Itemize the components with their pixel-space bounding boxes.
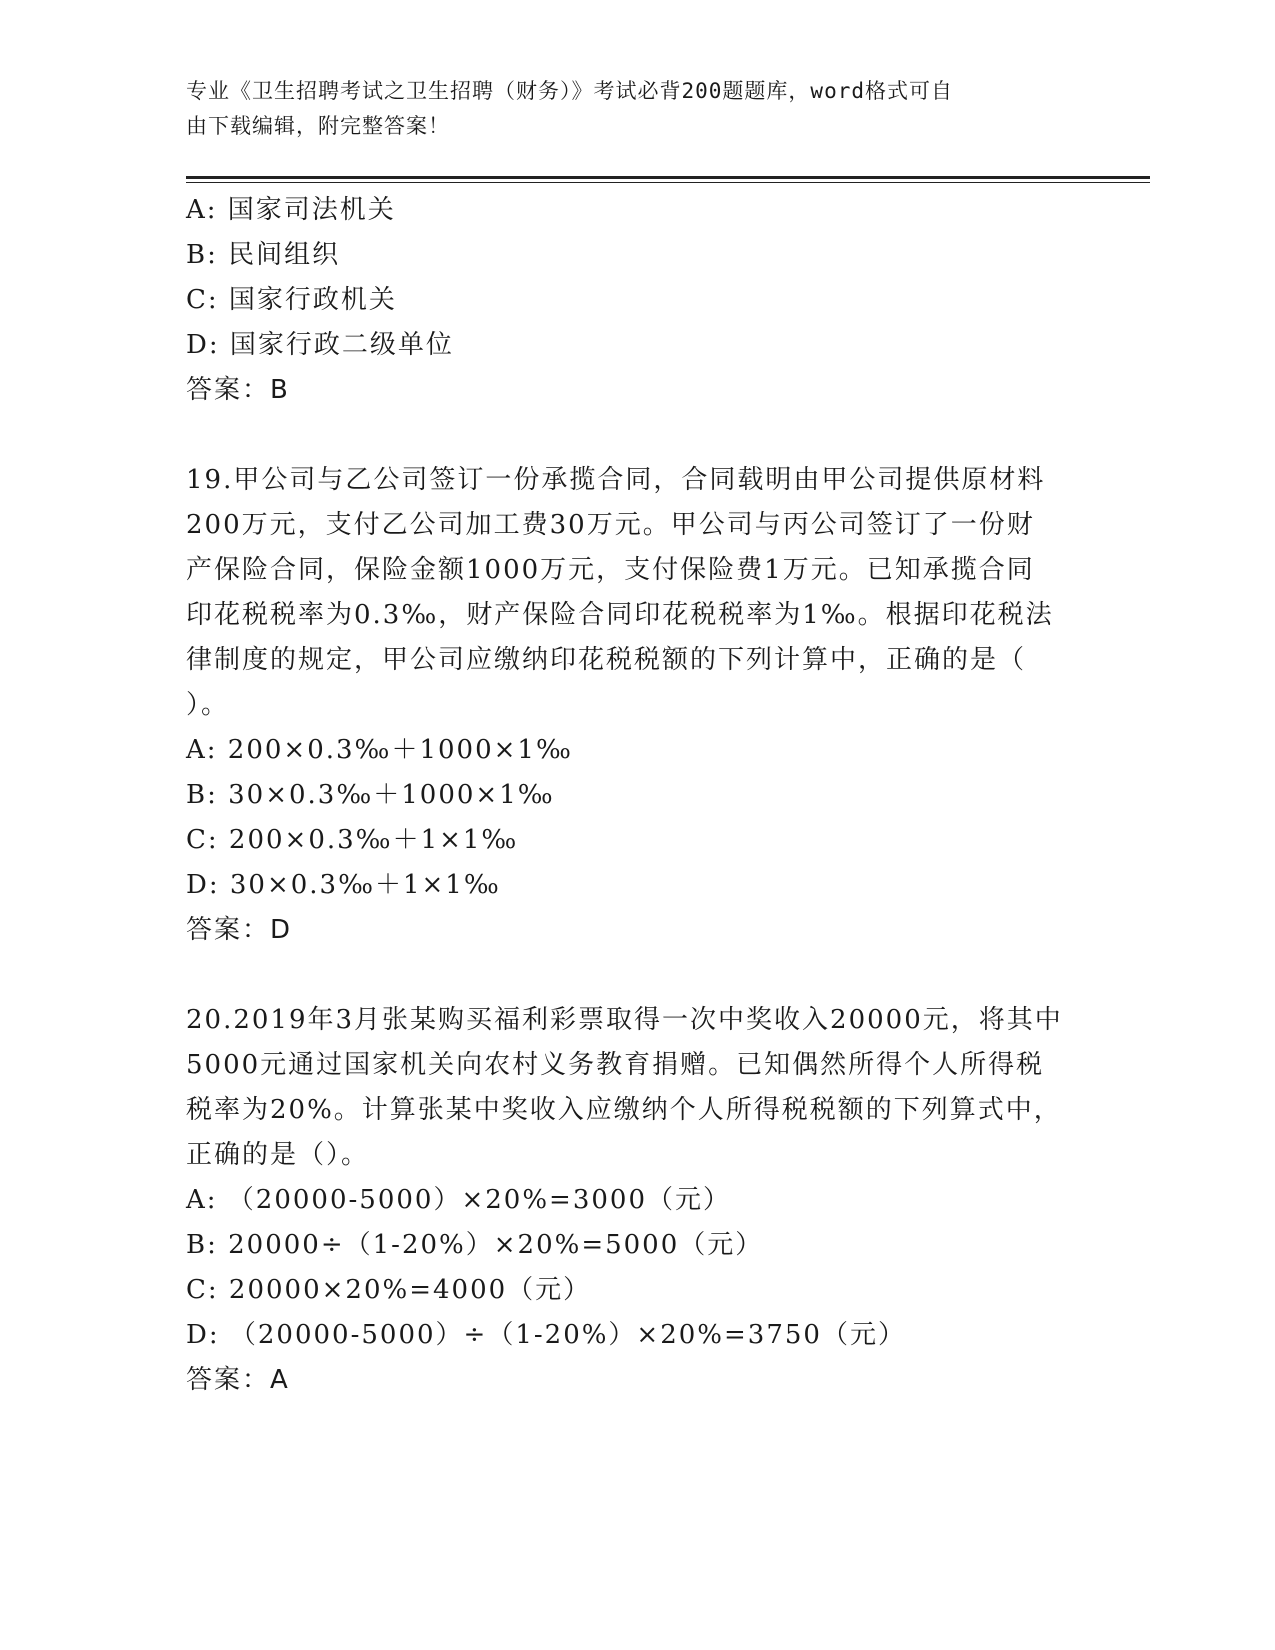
header-line-1: 专业《卫生招聘考试之卫生招聘（财务）》考试必背200题题库，word格式可自 [186, 79, 953, 103]
question-20-stem-line: 20.2019年3月张某购买福利彩票取得一次中奖收入20000元，将其中 [186, 1005, 1063, 1035]
question-19 [186, 458, 1076, 953]
header-rule-thick [186, 176, 1150, 179]
question-19-stem-line: 19.甲公司与乙公司签订一份承揽合同，合同载明由甲公司提供原材料 [186, 465, 1046, 495]
option-d: D: （20000-5000）÷（1-20%）×20%=3750（元） [186, 1320, 906, 1350]
question-19-stem-line: 产保险合同，保险金额1000万元，支付保险费1万元。已知承揽合同 [186, 555, 1035, 585]
answer-19: 答案：D [186, 915, 293, 945]
option-c: C: 20000×20%=4000（元） [186, 1275, 592, 1305]
question-19-stem-line: 律制度的规定，甲公司应缴纳印花税税额的下列计算中，正确的是（ [186, 645, 1027, 675]
option-b: B: 30×0.3‰＋1000×1‰ [186, 780, 555, 810]
question-19-stem-line: ）。 [186, 690, 230, 720]
question-19-stem-line: 印花税税率为0.3‰，财产保险合同印花税税率为1‰。根据印花税法 [186, 600, 1054, 630]
option-a: A: （20000-5000）×20%=3000（元） [186, 1185, 731, 1215]
answer-20: 答案：A [186, 1365, 290, 1395]
option-c: C: 200×0.3‰＋1×1‰ [186, 825, 519, 855]
question-18 [186, 188, 1076, 413]
question-20-stem-line: 5000元通过国家机关向农村义务教育捐赠。已知偶然所得个人所得税 [186, 1050, 1045, 1080]
spacer [186, 953, 1076, 998]
question-20 [186, 998, 1076, 1403]
question-19-stem-line: 200万元，支付乙公司加工费30万元。甲公司与丙公司签订了一份财 [186, 510, 1035, 540]
answer-18: 答案：B [186, 375, 290, 405]
header-rule-thin [186, 182, 1150, 183]
option-b: B: 民间组织 [186, 240, 341, 270]
header-line-2: 由下载编辑，附完整答案！ [186, 114, 450, 138]
option-b: B: 20000÷（1-20%）×20%=5000（元） [186, 1230, 764, 1260]
question-20-stem-line: 正确的是（）。 [186, 1140, 370, 1170]
option-a: A: 200×0.3‰＋1000×1‰ [186, 735, 573, 765]
spacer [186, 413, 1076, 458]
option-c: C: 国家行政机关 [186, 285, 397, 315]
option-d: D: 国家行政二级单位 [186, 330, 454, 360]
question-20-stem-line: 税率为20%。计算张某中奖收入应缴纳个人所得税税额的下列算式中， [186, 1095, 1062, 1125]
document-body [186, 188, 1076, 1403]
option-d: D: 30×0.3‰＋1×1‰ [186, 870, 501, 900]
document-header [186, 74, 1066, 144]
option-a: A: 国家司法机关 [186, 195, 396, 225]
